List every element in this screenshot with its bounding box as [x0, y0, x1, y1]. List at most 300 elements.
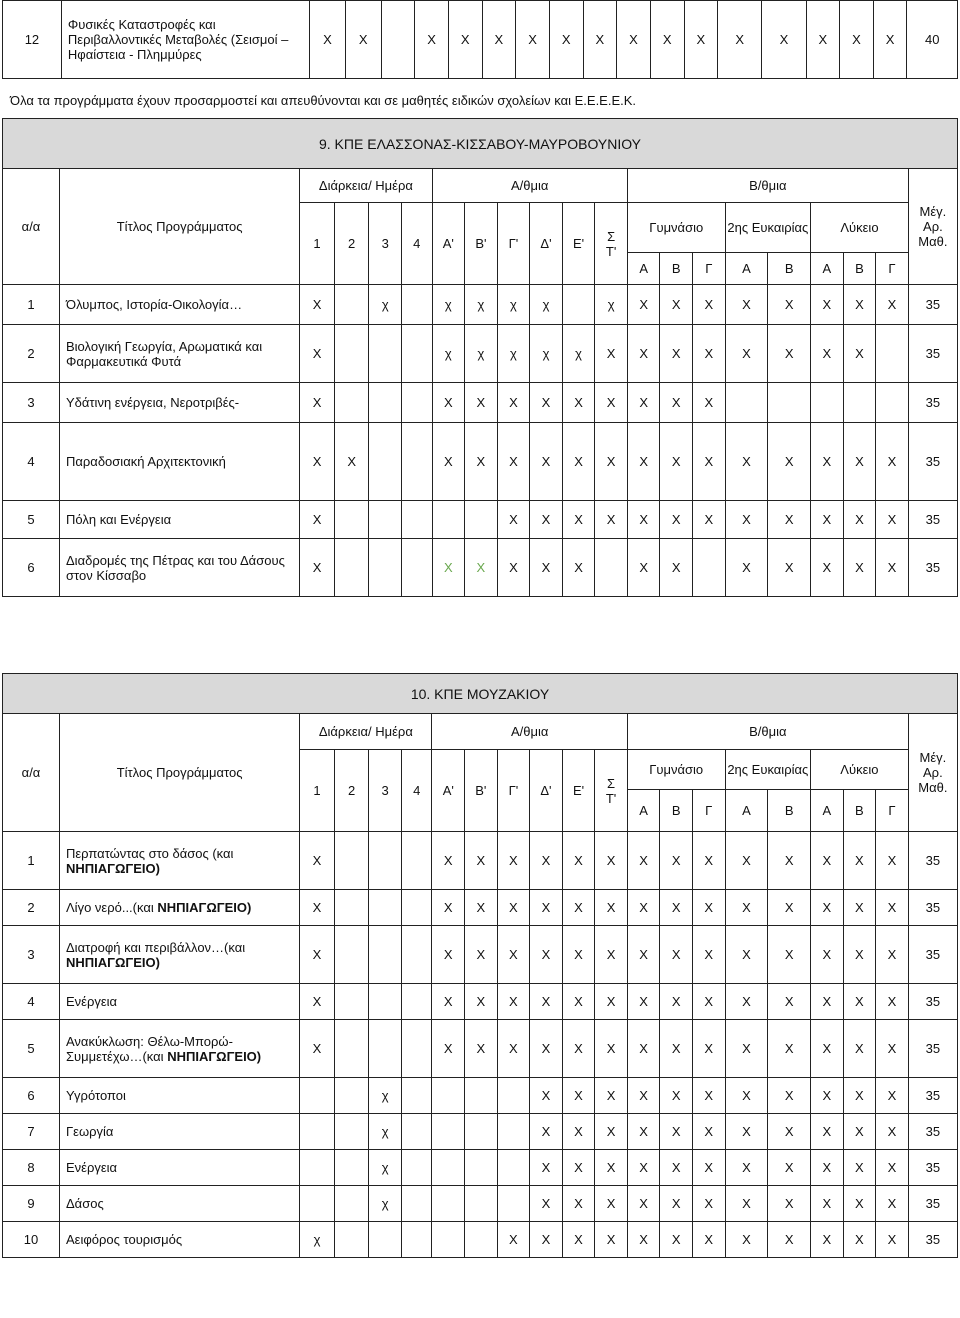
- mark-cell: Χ: [415, 1, 449, 79]
- mark-cell: Χ: [692, 890, 725, 926]
- mark-cell: Χ: [465, 832, 498, 890]
- mark-cell: Χ: [432, 926, 465, 984]
- mark-cell: Χ: [627, 1078, 660, 1114]
- mark-cell: Χ: [595, 926, 628, 984]
- grade-header: Δ': [530, 203, 563, 285]
- mark-cell: Χ: [448, 1, 482, 79]
- table-row: [3, 1114, 958, 1150]
- table-row: [3, 1, 958, 79]
- program-title: [60, 832, 300, 890]
- mark-cell: Χ: [768, 423, 811, 501]
- st-header: [595, 203, 628, 285]
- mark-cell: [876, 383, 909, 423]
- mark-cell: [369, 325, 402, 383]
- program-title-text: Ανακύκλωση: Θέλω-Μπορώ-Συμμετέχω…(και: [66, 1033, 233, 1064]
- mark-cell: [497, 1078, 530, 1114]
- program-title-text: Υδάτινη ενέργεια, Νεροτριβές-: [66, 395, 240, 410]
- max-header: Μέγ. Αρ. Μαθ.: [908, 169, 957, 285]
- mark-cell: [334, 832, 369, 890]
- mark-cell: χ: [432, 285, 465, 325]
- mark-cell: [497, 1114, 530, 1150]
- mark-cell: Χ: [595, 1078, 628, 1114]
- mark-cell: Χ: [562, 1186, 595, 1222]
- mark-cell: Χ: [718, 1, 762, 79]
- st-top: Σ: [607, 775, 616, 791]
- max-students: 35: [908, 325, 957, 383]
- sec-grade-header: Γ: [693, 253, 726, 285]
- max-students: 35: [908, 1078, 957, 1114]
- mark-cell: Χ: [725, 325, 768, 383]
- mark-cell: [595, 539, 628, 597]
- mark-cell: Χ: [768, 926, 811, 984]
- grade-header: Γ': [497, 750, 530, 832]
- aa-header: α/α: [3, 714, 60, 832]
- second-chance-header: 2ης Ευκαιρίας: [725, 203, 811, 253]
- mark-cell: Χ: [562, 1114, 595, 1150]
- kpe9-table: [2, 118, 958, 597]
- mark-cell: Χ: [876, 285, 909, 325]
- mark-cell: Χ: [660, 926, 693, 984]
- sec-grade-header: Α: [627, 253, 660, 285]
- mark-cell: Χ: [692, 1114, 725, 1150]
- mark-cell: [401, 1114, 432, 1150]
- mark-cell: [402, 285, 433, 325]
- mark-cell: Χ: [497, 383, 530, 423]
- mark-cell: [334, 984, 369, 1020]
- duration-header: Διάρκεια/ Ημέρα: [300, 169, 432, 203]
- table-row: [3, 1222, 958, 1258]
- kpe10-title: 10. ΚΠΕ ΜΟΥΖΑΚΙΟΥ: [3, 674, 958, 714]
- mark-cell: Χ: [627, 832, 660, 890]
- mark-cell: Χ: [530, 832, 563, 890]
- mark-cell: Χ: [811, 1150, 844, 1186]
- mark-cell: Χ: [843, 1020, 876, 1078]
- program-title-text: Ενέργεια: [66, 994, 118, 1009]
- mark-cell: Χ: [432, 984, 465, 1020]
- duration-header: Διάρκεια/ Ημέρα: [300, 714, 432, 750]
- max-students: 35: [908, 1186, 957, 1222]
- max-students: 35: [908, 539, 957, 597]
- sec-grade-header: Α: [811, 253, 844, 285]
- max-students: 35: [908, 1020, 957, 1078]
- max-students: 35: [908, 285, 957, 325]
- mark-cell: Χ: [660, 984, 693, 1020]
- mark-cell: χ: [530, 285, 563, 325]
- mark-cell: Χ: [300, 383, 335, 423]
- sec-grade-header: Β: [768, 790, 811, 832]
- mark-cell: [369, 1020, 402, 1078]
- kpe10-table: [2, 673, 958, 1258]
- row-number: 2: [3, 325, 60, 383]
- mark-cell: Χ: [768, 1150, 811, 1186]
- mark-cell: [465, 1078, 498, 1114]
- mark-cell: [369, 890, 402, 926]
- mark-cell: Χ: [497, 926, 530, 984]
- mark-cell: [369, 1222, 402, 1258]
- mark-cell: Χ: [549, 1, 583, 79]
- mark-cell: Χ: [693, 501, 726, 539]
- mark-cell: [369, 501, 402, 539]
- mark-cell: Χ: [843, 423, 876, 501]
- grade-header: Α': [432, 203, 465, 285]
- mark-cell: χ: [369, 1186, 402, 1222]
- day-header: 1: [300, 750, 335, 832]
- mark-cell: Χ: [650, 1, 684, 79]
- mark-cell: [402, 325, 433, 383]
- row-number: 3: [3, 926, 60, 984]
- mark-cell: Χ: [432, 383, 465, 423]
- mark-cell: Χ: [843, 926, 876, 984]
- mark-cell: Χ: [768, 1020, 811, 1078]
- grade-header: Β': [465, 203, 498, 285]
- mark-cell: [432, 1222, 465, 1258]
- title-header: Τίτλος Προγράμματος: [60, 169, 300, 285]
- mark-cell: Χ: [725, 1150, 768, 1186]
- table-row: [3, 1150, 958, 1186]
- mark-cell: [334, 285, 369, 325]
- mark-cell: [369, 539, 402, 597]
- mark-cell: Χ: [811, 1114, 844, 1150]
- mark-cell: [334, 1150, 369, 1186]
- mark-cell: [300, 1078, 335, 1114]
- table-row: [3, 539, 958, 597]
- mark-cell: Χ: [811, 1078, 844, 1114]
- mark-cell: Χ: [876, 832, 909, 890]
- mark-cell: [432, 1114, 465, 1150]
- mark-cell: [334, 1222, 369, 1258]
- row-number: 12: [3, 1, 62, 79]
- mark-cell: χ: [300, 1222, 335, 1258]
- secondary-header: Β/θμια: [627, 169, 908, 203]
- table-row: [3, 1186, 958, 1222]
- row-number: 4: [3, 984, 60, 1020]
- table-row: [3, 832, 958, 890]
- mark-cell: Χ: [595, 1150, 628, 1186]
- max-students: 35: [908, 383, 957, 423]
- mark-cell: Χ: [843, 984, 876, 1020]
- mark-cell: χ: [369, 285, 402, 325]
- mark-cell: Χ: [300, 832, 335, 890]
- mark-cell: Χ: [595, 325, 628, 383]
- mark-cell: Χ: [876, 984, 909, 1020]
- mark-cell: [401, 1150, 432, 1186]
- max-students: 35: [908, 984, 957, 1020]
- mark-cell: Χ: [768, 1186, 811, 1222]
- mark-cell: Χ: [562, 832, 595, 890]
- mark-cell: Χ: [660, 832, 693, 890]
- program-title: [60, 501, 300, 539]
- mark-cell: Χ: [583, 1, 617, 79]
- mark-cell: Χ: [627, 1114, 660, 1150]
- mark-cell: Χ: [811, 984, 844, 1020]
- max-students: 35: [908, 832, 957, 890]
- mark-cell: [334, 1186, 369, 1222]
- max-header: Μέγ. Αρ. Μαθ.: [908, 714, 957, 832]
- mark-cell: Χ: [300, 423, 335, 501]
- mark-cell: Χ: [811, 926, 844, 984]
- mark-cell: Χ: [562, 383, 595, 423]
- mark-cell: [334, 890, 369, 926]
- mark-cell: Χ: [693, 383, 726, 423]
- day-header: 2: [334, 203, 369, 285]
- program-title-text: Πόλη και Ενέργεια: [66, 512, 172, 527]
- mark-cell: [300, 1150, 335, 1186]
- mark-cell: Χ: [627, 1186, 660, 1222]
- sec-grade-header: Β: [660, 253, 693, 285]
- mark-cell: Χ: [300, 325, 335, 383]
- mark-cell: Χ: [843, 832, 876, 890]
- sec-grade-header: Γ: [692, 790, 725, 832]
- gym-header: Γυμνάσιο: [627, 750, 725, 790]
- mark-cell: Χ: [497, 539, 530, 597]
- top-row-table: [2, 0, 958, 79]
- mark-cell: Χ: [811, 285, 844, 325]
- mark-cell: Χ: [432, 423, 465, 501]
- mark-cell: Χ: [660, 1114, 693, 1150]
- mark-cell: χ: [530, 325, 563, 383]
- mark-cell: Χ: [725, 890, 768, 926]
- row-number: 7: [3, 1114, 60, 1150]
- program-title: [60, 1186, 300, 1222]
- grade-header: Γ': [497, 203, 530, 285]
- mark-cell: Χ: [811, 501, 844, 539]
- mark-cell: [843, 383, 876, 423]
- mark-cell: Χ: [660, 1020, 693, 1078]
- mark-cell: Χ: [768, 984, 811, 1020]
- program-title: Φυσικές Καταστροφές και Περιβαλλοντικές Μεταβολές (Σεισμοί – Ηφαίστεια - Πλημμύρες: [61, 1, 309, 79]
- primary-header: Α/θμια: [432, 169, 627, 203]
- mark-cell: Χ: [660, 1150, 693, 1186]
- mark-cell: Χ: [562, 926, 595, 984]
- row-number: 5: [3, 501, 60, 539]
- mark-cell: Χ: [530, 890, 563, 926]
- mark-cell: Χ: [843, 1186, 876, 1222]
- header-row: [3, 169, 958, 203]
- mark-cell: Χ: [627, 539, 660, 597]
- program-title-text: Διατροφή και περιβάλλον…(και: [66, 939, 246, 955]
- program-title-text: Υγρότοποι: [66, 1088, 126, 1103]
- mark-cell: Χ: [725, 539, 768, 597]
- mark-cell: [768, 383, 811, 423]
- row-number: 9: [3, 1186, 60, 1222]
- mark-cell: Χ: [876, 1222, 909, 1258]
- program-title: [60, 890, 300, 926]
- mark-cell: [432, 501, 465, 539]
- mark-cell: Χ: [530, 1222, 563, 1258]
- mark-cell: Χ: [660, 285, 693, 325]
- max-students: 35: [908, 1222, 957, 1258]
- grade-header: Ε': [562, 203, 595, 285]
- program-title: [60, 1114, 300, 1150]
- mark-cell: Χ: [562, 1078, 595, 1114]
- program-title-text: Γεωργία: [66, 1124, 114, 1139]
- mark-cell: Χ: [811, 1020, 844, 1078]
- mark-cell: Χ: [627, 423, 660, 501]
- mark-cell: χ: [369, 1078, 402, 1114]
- mark-cell: [402, 539, 433, 597]
- mark-cell: [334, 501, 369, 539]
- mark-cell: [465, 501, 498, 539]
- max-students: 35: [908, 501, 957, 539]
- mark-cell: Χ: [465, 383, 498, 423]
- mark-cell: Χ: [530, 1150, 563, 1186]
- mark-cell: Χ: [300, 1020, 335, 1078]
- sec-grade-header: Α: [811, 790, 844, 832]
- mark-cell: Χ: [725, 285, 768, 325]
- mark-cell: Χ: [693, 423, 726, 501]
- mark-cell: Χ: [530, 539, 563, 597]
- mark-cell: [465, 1150, 498, 1186]
- program-title: [60, 1020, 300, 1078]
- sec-grade-header: Β: [843, 790, 876, 832]
- mark-cell: [562, 285, 595, 325]
- mark-cell: [334, 1020, 369, 1078]
- table-row: [3, 1078, 958, 1114]
- mark-cell: [334, 926, 369, 984]
- kindergarten-tag: ΝΗΠΙΑΓΩΓΕΙΟ): [157, 900, 252, 915]
- sec-grade-header: Β: [768, 253, 811, 285]
- mark-cell: Χ: [497, 1222, 530, 1258]
- mark-cell: Χ: [768, 1222, 811, 1258]
- mark-cell: Χ: [873, 1, 907, 79]
- mark-cell: [497, 1150, 530, 1186]
- mark-cell: Χ: [627, 890, 660, 926]
- mark-cell: Χ: [843, 890, 876, 926]
- program-title-text: Λίγο νερό...(και: [66, 900, 154, 915]
- program-title-text: Ενέργεια: [66, 1160, 118, 1175]
- row-number: 8: [3, 1150, 60, 1186]
- mark-cell: Χ: [725, 423, 768, 501]
- mark-cell: Χ: [660, 501, 693, 539]
- mark-cell: Χ: [530, 423, 563, 501]
- mark-cell: Χ: [562, 1150, 595, 1186]
- program-title-text: Περπατώντας στο δάσος (και: [66, 845, 234, 861]
- mark-cell: Χ: [627, 926, 660, 984]
- mark-cell: Χ: [465, 1020, 498, 1078]
- mark-cell: Χ: [725, 1078, 768, 1114]
- mark-cell: Χ: [806, 1, 840, 79]
- title-header: Τίτλος Προγράμματος: [60, 714, 300, 832]
- max-students: 35: [908, 1114, 957, 1150]
- mark-cell: Χ: [811, 539, 844, 597]
- mark-cell: Χ: [300, 501, 335, 539]
- mark-cell: [369, 984, 402, 1020]
- mark-cell: [401, 984, 432, 1020]
- program-title: [60, 325, 300, 383]
- mark-cell: Χ: [768, 285, 811, 325]
- mark-cell: Χ: [684, 1, 718, 79]
- grade-header: Δ': [530, 750, 563, 832]
- mark-cell: Χ: [497, 1020, 530, 1078]
- mark-cell: Χ: [876, 1150, 909, 1186]
- mark-cell: Χ: [562, 501, 595, 539]
- mark-cell: Χ: [692, 1186, 725, 1222]
- sec-grade-header: Γ: [876, 253, 909, 285]
- mark-cell: [300, 1186, 335, 1222]
- second-chance-header: 2ης Ευκαιρίας: [725, 750, 811, 790]
- table-row: [3, 984, 958, 1020]
- mark-cell: χ: [497, 285, 530, 325]
- mark-cell: Χ: [876, 1020, 909, 1078]
- mark-cell: [465, 1186, 498, 1222]
- mark-cell: Χ: [811, 832, 844, 890]
- table-row: [3, 926, 958, 984]
- mark-cell: χ: [465, 325, 498, 383]
- mark-cell: χ: [497, 325, 530, 383]
- header-row: [3, 714, 958, 750]
- st-bottom: Τ': [605, 243, 617, 259]
- gym-header: Γυμνάσιο: [627, 203, 725, 253]
- mark-cell: Χ: [300, 926, 335, 984]
- grade-header: Α': [432, 750, 465, 832]
- mark-cell: Χ: [660, 1222, 693, 1258]
- max-students: 35: [908, 423, 957, 501]
- program-title: [60, 539, 300, 597]
- mark-cell: Χ: [843, 325, 876, 383]
- program-title: [60, 926, 300, 984]
- mark-cell: Χ: [562, 423, 595, 501]
- mark-cell: Χ: [465, 984, 498, 1020]
- mark-cell: Χ: [692, 1222, 725, 1258]
- mark-cell: [401, 832, 432, 890]
- mark-cell: Χ: [768, 325, 811, 383]
- max-students: 35: [908, 926, 957, 984]
- table-row: [3, 423, 958, 501]
- mark-cell: Χ: [725, 1186, 768, 1222]
- mark-cell: Χ: [768, 501, 811, 539]
- day-header: 4: [402, 203, 433, 285]
- day-header: 1: [300, 203, 335, 285]
- mark-cell: [401, 1222, 432, 1258]
- mark-cell: Χ: [530, 1186, 563, 1222]
- mark-cell: χ: [432, 325, 465, 383]
- mark-cell: [300, 1114, 335, 1150]
- row-number: 6: [3, 539, 60, 597]
- mark-cell: Χ: [843, 285, 876, 325]
- mark-cell: Χ: [876, 926, 909, 984]
- mark-cell: [381, 1, 415, 79]
- mark-cell: [401, 1020, 432, 1078]
- sec-grade-header: Α: [627, 790, 660, 832]
- mark-cell: [432, 1150, 465, 1186]
- mark-cell: Χ: [692, 832, 725, 890]
- mark-cell: Χ: [595, 383, 628, 423]
- mark-cell: Χ: [692, 1150, 725, 1186]
- row-number: 6: [3, 1078, 60, 1114]
- mark-cell: Χ: [725, 1020, 768, 1078]
- mark-cell: Χ: [660, 325, 693, 383]
- mark-cell: Χ: [562, 1020, 595, 1078]
- program-title-text: Διαδρομές της Πέτρας και του Δάσους στον Κίσσαβο: [66, 552, 285, 583]
- program-title: [60, 984, 300, 1020]
- mark-cell: [334, 1114, 369, 1150]
- mark-cell: Χ: [811, 325, 844, 383]
- mark-cell: Χ: [345, 1, 381, 79]
- mark-cell: [334, 1078, 369, 1114]
- max-students: 40: [907, 1, 958, 79]
- mark-cell: [369, 926, 402, 984]
- kindergarten-tag: ΝΗΠΙΑΓΩΓΕΙΟ): [167, 1048, 262, 1064]
- mark-cell: Χ: [595, 832, 628, 890]
- mark-cell: Χ: [530, 1078, 563, 1114]
- mark-cell: Χ: [811, 423, 844, 501]
- mark-cell: Χ: [562, 984, 595, 1020]
- mark-cell: Χ: [725, 984, 768, 1020]
- mark-cell: Χ: [627, 1222, 660, 1258]
- mark-cell: Χ: [562, 1222, 595, 1258]
- mark-cell: Χ: [465, 423, 498, 501]
- mark-cell: Χ: [725, 832, 768, 890]
